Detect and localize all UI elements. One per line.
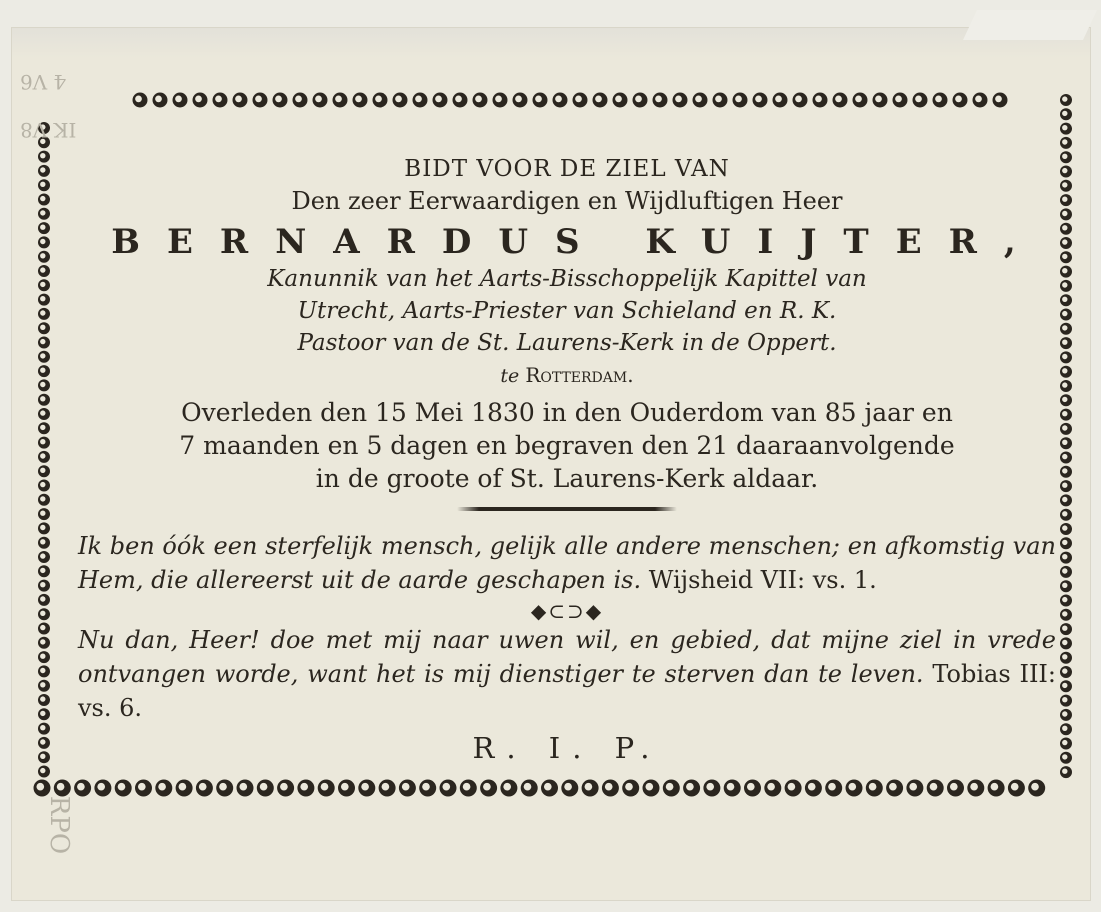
border-bead <box>553 93 568 108</box>
border-bead <box>413 93 428 108</box>
border-bead <box>277 780 294 797</box>
border-bead <box>1060 580 1072 592</box>
border-bead <box>1060 294 1072 306</box>
border-bead <box>1060 637 1072 649</box>
border-bead <box>38 194 50 206</box>
border-bead <box>893 93 908 108</box>
place-prefix: te <box>500 365 520 387</box>
border-bead <box>693 93 708 108</box>
border-bead <box>313 93 328 108</box>
border-bead <box>561 780 578 797</box>
border-bead <box>785 780 802 797</box>
verse-2 <box>78 623 1056 725</box>
border-bead <box>513 93 528 108</box>
border-bead <box>38 265 50 277</box>
border-bead <box>753 93 768 108</box>
border-bead <box>38 308 50 320</box>
border-bead <box>216 780 233 797</box>
border-bead <box>38 451 50 463</box>
border-bead <box>153 93 168 108</box>
border-bead <box>833 93 848 108</box>
memorial-card <box>12 28 1090 900</box>
border-bead <box>38 465 50 477</box>
border-bead <box>38 580 50 592</box>
card-title: BIDT VOOR DE ZIEL VAN <box>404 156 730 182</box>
border-bead <box>643 780 660 797</box>
border-bead <box>1060 108 1072 120</box>
border-bead <box>196 780 213 797</box>
border-bead <box>573 93 588 108</box>
border-bead <box>906 780 923 797</box>
border-bead <box>622 780 639 797</box>
border-bead <box>673 93 688 108</box>
death-line-2: 7 maanden en 5 dagen en begraven den 21 daaraanvolgende <box>179 431 955 460</box>
place-name: Rotterdam. <box>525 363 634 387</box>
border-bead <box>967 780 984 797</box>
border-bead <box>1060 695 1072 707</box>
border-bead <box>1060 194 1072 206</box>
border-bead <box>793 93 808 108</box>
border-bead <box>38 437 50 449</box>
border-bead <box>399 780 416 797</box>
border-bead <box>846 780 863 797</box>
card-subtitle: Den zeer Eerwaardigen en Wijdluftigen Heer <box>291 187 843 215</box>
border-bead <box>953 93 968 108</box>
border-bead <box>38 565 50 577</box>
rip-text: R. I. P. <box>472 731 662 765</box>
border-bead <box>886 780 903 797</box>
border-bead <box>173 93 188 108</box>
border-bead <box>38 623 50 635</box>
border-bead <box>703 780 720 797</box>
border-bead <box>1060 609 1072 621</box>
border-bead <box>115 780 132 797</box>
border-bead <box>744 780 761 797</box>
border-bead <box>1060 166 1072 178</box>
border-bead <box>1060 151 1072 163</box>
border-bead <box>38 551 50 563</box>
border-bead <box>1060 351 1072 363</box>
border-bead <box>653 93 668 108</box>
border-bead <box>1060 208 1072 220</box>
border-bead <box>1060 137 1072 149</box>
role-line-2: Utrecht, Aarts-Priester van Schieland en R. K. <box>297 298 837 324</box>
border-bead <box>38 208 50 220</box>
border-bead <box>683 780 700 797</box>
border-bead <box>1060 680 1072 692</box>
border-bead <box>1060 523 1072 535</box>
border-bead <box>38 408 50 420</box>
border-bead <box>1060 466 1072 478</box>
border-bead <box>582 780 599 797</box>
border-bead <box>38 251 50 263</box>
border-bead <box>873 93 888 108</box>
border-bead <box>74 780 91 797</box>
border-bead <box>38 222 50 234</box>
border-bead <box>1060 623 1072 635</box>
border-bead <box>38 394 50 406</box>
border-bead <box>1060 94 1072 106</box>
border-bead <box>521 780 538 797</box>
border-bead <box>38 537 50 549</box>
border-bead <box>460 780 477 797</box>
border-bead <box>913 93 928 108</box>
border-bead <box>38 694 50 706</box>
border-bead <box>38 766 50 778</box>
border-bead <box>237 780 254 797</box>
border-bead <box>38 379 50 391</box>
role-line-1: Kanunnik van het Aarts-Bisschoppelijk Kapittel van <box>267 266 867 292</box>
border-bead <box>338 780 355 797</box>
border-bead <box>38 279 50 291</box>
border-bead <box>38 723 50 735</box>
border-bead <box>933 93 948 108</box>
death-line-3: in de groote of St. Laurens-Kerk aldaar. <box>315 464 819 493</box>
border-bead <box>947 780 964 797</box>
border-bead <box>38 351 50 363</box>
border-bead <box>993 93 1008 108</box>
border-bead <box>38 151 50 163</box>
border-bead <box>38 294 50 306</box>
border-bead <box>373 93 388 108</box>
border-bead <box>1060 266 1072 278</box>
border-bead <box>1060 423 1072 435</box>
border-bead <box>866 780 883 797</box>
border-bead <box>1060 337 1072 349</box>
border-bead <box>1060 380 1072 392</box>
border-bead <box>473 93 488 108</box>
verse-1-ref: Wijsheid VII: vs. 1. <box>648 566 877 594</box>
border-bead <box>318 780 335 797</box>
border-bead <box>663 780 680 797</box>
border-bead <box>1060 223 1072 235</box>
border-bead <box>1060 595 1072 607</box>
death-line-1: Overleden den 15 Mei 1830 in den Ouderdom van 85 jaar en <box>181 398 953 427</box>
border-bead <box>541 780 558 797</box>
border-bead <box>440 780 457 797</box>
border-bead <box>1060 237 1072 249</box>
verse-1-text: Ik ben óók een sterfelijk mensch, gelijk alle andere menschen; en afkomstig van Hem, die allereerst uit de aarde geschapen is. <box>78 532 1056 594</box>
border-bead <box>602 780 619 797</box>
border-bead <box>1060 280 1072 292</box>
border-bead <box>1060 409 1072 421</box>
border-bead <box>155 780 172 797</box>
border-bead <box>493 93 508 108</box>
border-bead <box>38 665 50 677</box>
margin-mark-vertical: RPO <box>44 795 75 855</box>
border-bead <box>393 93 408 108</box>
border-bead <box>38 637 50 649</box>
border-bead <box>38 508 50 520</box>
border-bead <box>135 780 152 797</box>
border-bead <box>38 737 50 749</box>
ornament-divider: ◆⊂⊃◆ <box>530 599 604 623</box>
border-bead <box>1060 752 1072 764</box>
border-bead <box>38 494 50 506</box>
border-bead <box>297 780 314 797</box>
border-bead <box>1060 766 1072 778</box>
border-bead <box>38 594 50 606</box>
border-bead <box>1060 123 1072 135</box>
border-bead <box>1060 652 1072 664</box>
border-bead <box>1060 552 1072 564</box>
border-bead <box>193 93 208 108</box>
role-line-3: Pastoor van de St. Laurens-Kerk in de Oppert. <box>297 330 837 356</box>
border-bead <box>273 93 288 108</box>
border-bead <box>38 365 50 377</box>
border-bead <box>94 780 111 797</box>
border-bead <box>1060 537 1072 549</box>
border-bead <box>724 780 741 797</box>
border-bead <box>38 751 50 763</box>
border-bead <box>1060 738 1072 750</box>
card-text <box>78 148 1056 765</box>
border-bead <box>1028 780 1045 797</box>
border-bead <box>773 93 788 108</box>
border-bead <box>733 93 748 108</box>
divider-rule <box>457 507 677 511</box>
border-bead <box>1060 180 1072 192</box>
border-bead <box>293 93 308 108</box>
border-bead <box>257 780 274 797</box>
border-bead <box>764 780 781 797</box>
border-bead <box>38 422 50 434</box>
border-bead <box>38 322 50 334</box>
border-bead <box>593 93 608 108</box>
border-bead <box>453 93 468 108</box>
border-bead <box>1060 323 1072 335</box>
border-bead <box>1060 566 1072 578</box>
border-bead <box>38 522 50 534</box>
border-bead <box>38 708 50 720</box>
border-bead <box>1060 666 1072 678</box>
border-bead <box>419 780 436 797</box>
border-bead <box>1060 452 1072 464</box>
border-bead <box>1060 309 1072 321</box>
border-bead <box>1008 780 1025 797</box>
border-bead <box>38 651 50 663</box>
margin-mark-2: IK V8 <box>20 118 77 142</box>
border-bead <box>34 780 51 797</box>
deceased-name: BERNARDUS KUIJTER, <box>111 222 1043 262</box>
place-line <box>78 365 1056 386</box>
border-bead <box>853 93 868 108</box>
border-bead <box>1060 437 1072 449</box>
border-bead <box>1060 251 1072 263</box>
border-bead <box>38 608 50 620</box>
border-bead <box>805 780 822 797</box>
border-bead <box>1060 366 1072 378</box>
verse-2-ref: Tobias III: vs. 6. <box>78 660 1056 722</box>
margin-mark-1: 4 V6 <box>20 70 67 94</box>
border-bead <box>988 780 1005 797</box>
border-bead <box>927 780 944 797</box>
border-bead <box>176 780 193 797</box>
border-bead <box>38 236 50 248</box>
border-bead <box>213 93 228 108</box>
border-bead <box>253 93 268 108</box>
border-bead <box>633 93 648 108</box>
verse-2-text: Nu dan, Heer! doe met mij naar uwen wil, en gebied, dat mijne ziel in vrede ontvangen worde, want het is mij dienstiger te sterven dan te leven. <box>78 626 1056 688</box>
border-bead <box>1060 480 1072 492</box>
border-bead <box>1060 494 1072 506</box>
border-bead <box>54 780 71 797</box>
border-bead <box>500 780 517 797</box>
border-bead <box>533 93 548 108</box>
border-bead <box>38 165 50 177</box>
border-bead <box>480 780 497 797</box>
border-bead <box>38 480 50 492</box>
border-bead <box>1060 709 1072 721</box>
border-bead <box>38 680 50 692</box>
border-bead <box>1060 723 1072 735</box>
border-bead <box>353 93 368 108</box>
border-bead <box>133 93 148 108</box>
border-bead <box>1060 509 1072 521</box>
border-bead <box>433 93 448 108</box>
border-bead <box>1060 394 1072 406</box>
border-bead <box>825 780 842 797</box>
border-bead <box>38 337 50 349</box>
border-bead <box>233 93 248 108</box>
verse-1 <box>78 529 1056 597</box>
border-bead <box>713 93 728 108</box>
border-bead <box>973 93 988 108</box>
border-bead <box>813 93 828 108</box>
border-bead <box>379 780 396 797</box>
border-bead <box>613 93 628 108</box>
border-bead <box>38 179 50 191</box>
border-bead <box>333 93 348 108</box>
border-bead <box>358 780 375 797</box>
